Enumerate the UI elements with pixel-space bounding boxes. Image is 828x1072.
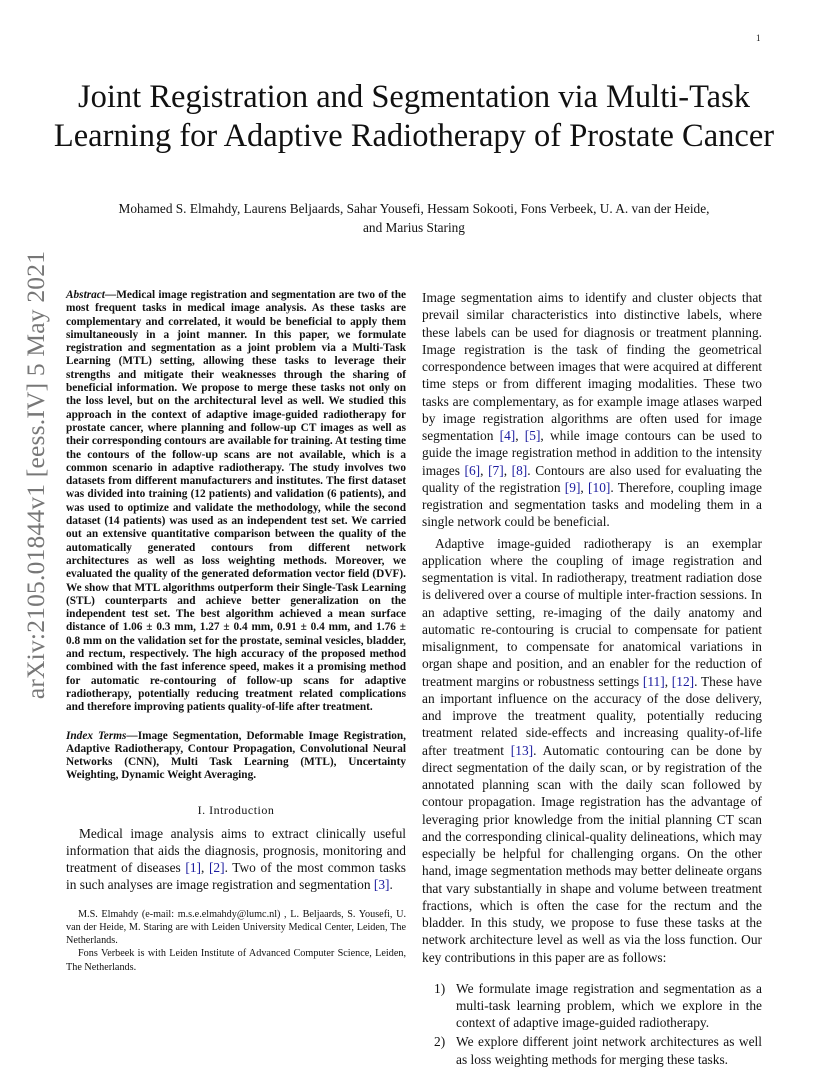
- arxiv-identifier-text: arXiv:2105.01844v1 [eess.IV] 5 May 2021: [21, 250, 50, 700]
- footnote-affiliation-1: M.S. Elmahdy (e-mail: m.s.e.elmahdy@lumc.nl) , L. Beljaards, S. Yousefi, U. van der Heide, M. Staring are with Leiden University Medical Center, Leiden, The Netherlands.: [66, 908, 406, 947]
- citation-link[interactable]: [7]: [488, 462, 504, 478]
- list-item-text: We explore different joint network architectures as well as loss weighting methods for merging these tasks.: [456, 1034, 762, 1067]
- index-terms-lead: Index Terms: [66, 729, 127, 742]
- citation-link[interactable]: [8]: [511, 462, 528, 478]
- paragraph-segmentation-registration: Image segmentation aims to identify and cluster objects that prevail similar characteristics into distinctive labels, where these labels can be used for diagnosis or treatment planning. Image registration is the task of finding the geometrical correspondence between images that were acquired at different time steps or from different imaging modalities. These two tasks are complementary, as for example image atlases warped by image registration algorithms are often used for image segmentation [4], [5], while image contours can be used to guide the image registration method in addition to the intensity images [6], [7], [8]. Contours are also used for evaluating the quality of the registration [9], [10]. Therefore, coupling image registration and segmentation tasks and modeling them in a single network could be beneficial.: [422, 290, 762, 530]
- abstract: [66, 289, 406, 715]
- citation-link[interactable]: [13]: [510, 742, 534, 758]
- list-item-number: 1): [434, 980, 446, 996]
- citation-link[interactable]: [4]: [499, 428, 516, 443]
- page-number: 1: [756, 33, 761, 43]
- citation-link[interactable]: [12]: [671, 673, 695, 689]
- citation-link[interactable]: [1]: [185, 860, 201, 876]
- author-list: [40, 200, 788, 237]
- index-terms: [66, 730, 406, 783]
- right-column: [422, 289, 762, 1070]
- citation-link[interactable]: [3]: [373, 877, 390, 893]
- paragraph-adaptive-radiotherapy: Adaptive image-guided radiotherapy is an exemplar application where the coupling of image registration and segmentation is vital. In radiotherapy, treatment radiation dose is delivered over a course of multiple inter-fraction sessions. In an adaptive setting, re-imaging of the daily anatomy and automatic re-contouring is crucial to compensate for patient misalignment, to compensate for anatomical variations in organ shape and position, and an enabler for the reduction of treatment margins or robustness settings [11], [12]. These have an important influence on the accuracy of the dose delivery, and improve the treatment quality, potentially reducing treatment related side-effects and increasing quality-of-life after treatment [13]. Automatic contouring can be done by direct segmentation of the daily scan, or by registration of the annotated planning scan with the daily scan followed by contour propagation. Image registration has the advantage of leveraging prior knowledge from the initial planning CT scan and the corresponding clinical-quality delineations, which may especially be helpful for challenging organs. On the other hand, image segmentation methods may better delineate organs that vary substantially in shape and volume between treatment fractions, which is often the case for the rectum and the bladder. In this study, we propose to fuse these tasks at the network architecture level as well as via the loss function. Our key contributions in this paper are as follows:: [422, 535, 762, 965]
- affiliation-footnotes: [66, 908, 406, 974]
- list-item: [422, 980, 762, 1032]
- list-item: [422, 1033, 762, 1067]
- citation-link[interactable]: [10]: [588, 479, 611, 495]
- abstract-lead: Abstract: [66, 289, 105, 301]
- left-column: [66, 289, 406, 974]
- index-terms-text: —Image Segmentation, Deformable Image Registration, Adaptive Radiotherapy, Contour Propagation, Convolutional Neural Networks (CNN), Multi Task Learning (MTL), Uncertainty Weighting, Dynamic Weight Averaging.: [66, 729, 406, 782]
- section-heading-introduction: I. Introduction: [197, 802, 275, 817]
- intro-paragraph: Medical image analysis aims to extract clinically useful information that aids the diagnosis, prognosis, monitoring and treatment of diseases [1], [2]. Two of the most common tasks in such analyses are image registration and segmentation [3].: [66, 825, 407, 893]
- footnote-affiliation-2: Fons Verbeek is with Leiden Institute of Advanced Computer Science, Leiden, The Netherlands.: [66, 948, 406, 973]
- citation-link[interactable]: [2]: [208, 860, 225, 876]
- paper-title: Joint Registration and Segmentation via Multi-Task Learning for Adaptive Radiotherapy of Prostate Cancer: [53, 79, 775, 154]
- citation-link[interactable]: [6]: [464, 462, 481, 478]
- arxiv-identifier-sidebar: [16, 250, 56, 700]
- contributions-list: [422, 980, 762, 1068]
- list-item-text: We formulate image registration and segmentation as a multi-task learning problem, which we explore in the context of adaptive image-guided radiotherapy.: [456, 980, 762, 1031]
- authors-line-1: Mohamed S. Elmahdy, Laurens Beljaards, Sahar Yousefi, Hessam Sokooti, Fons Verbeek, U. A. van der Heide,: [118, 201, 710, 216]
- list-item-number: 2): [434, 1034, 446, 1050]
- abstract-text: —Medical image registration and segmentation are two of the most frequent tasks in medical image analysis. As these tasks are complementary and correlated, it would be beneficial to apply them simultaneously in a joint manner. In this paper, we formulate registration and segmentation as a joint problem via a Multi-Task Learning (MTL) setting, allowing these tasks to leverage their strengths and mitigate their weaknesses through the sharing of beneficial information. We propose to merge these tasks not only on the loss level, but on the architectural level as well. We studied this approach in the context of adaptive image-guided radiotherapy for prostate cancer, where planning and follow-up CT images as well as their corresponding contours are available for training. At testing time the contours of the follow-up scans are not available, which is a common scenario in adaptive radiotherapy. The study involves two datasets from different manufacturers and institutes. The first dataset was divided into training (12 patients) and validation (6 patients), and was used to optimize and validate the methodology, while the second dataset (14 patients) was used as an independent test set. We carried out an extensive quantitative comparison between the quality of the automatically generated contours from different network architectures as well as loss weighting methods. Moreover, we evaluated the quality of the generated deformation vector field (DVF). We show that MTL algorithms outperform their Single-Task Learning (STL) counterparts and achieve better generalization on the independent test set. The best algorithm achieved a mean surface distance of 1.06 ± 0.3 mm, 1.27 ± 0.4 mm, 0.91 ± 0.4 mm, and 1.76 ± 0.8 mm on the validation set for the prostate, seminal vesicles, bladder, and rectum, respectively. The high accuracy of the proposed method combined with the fast inference speed, makes it a promising method for automatic re-contouring of follow-up scans for adaptive radiotherapy, potentially reducing treatment related complications and therefore improving patients quality-of-life after treatment.: [66, 289, 406, 714]
- citation-link[interactable]: [9]: [564, 479, 581, 495]
- citation-link[interactable]: [5]: [524, 428, 541, 443]
- citation-link[interactable]: [11]: [642, 673, 665, 689]
- authors-line-2: and Marius Staring: [363, 219, 465, 235]
